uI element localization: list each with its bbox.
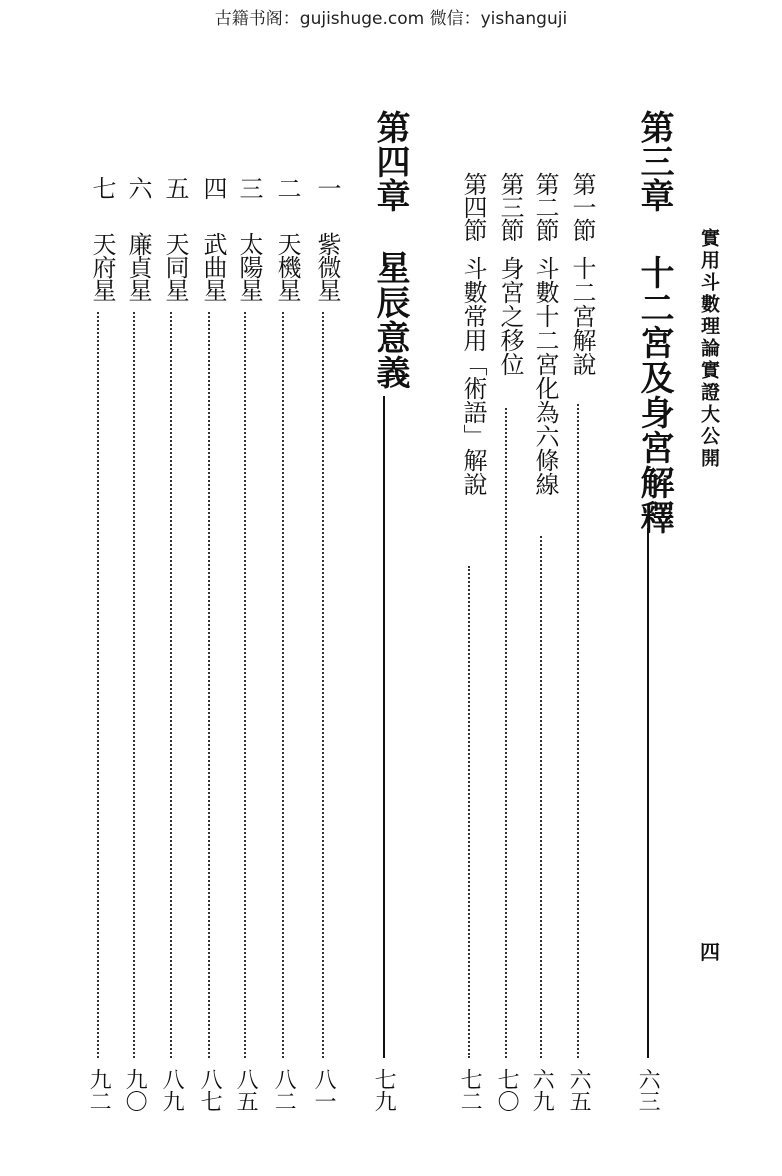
page-ref: 六五 bbox=[566, 1068, 592, 1112]
item-title: 武曲星 bbox=[199, 232, 227, 301]
item-number: 五 bbox=[161, 176, 189, 200]
chapter-title: 十二宮及身宮解釋 bbox=[634, 255, 674, 535]
section-title: 斗數十二宮化為六條線 bbox=[531, 256, 559, 496]
leader-dots bbox=[468, 566, 470, 1058]
section-label: 第三節 bbox=[496, 172, 524, 241]
leader-dots bbox=[322, 312, 324, 1058]
page-number: 四 bbox=[700, 940, 720, 964]
item-title: 太陽星 bbox=[235, 232, 263, 301]
item-title: 天機星 bbox=[273, 232, 301, 301]
running-title: 實用斗數理論實證大公開 bbox=[698, 228, 720, 470]
page-ref: 八一 bbox=[311, 1068, 337, 1112]
page-ref: 七〇 bbox=[494, 1068, 520, 1112]
page-ref: 八二 bbox=[271, 1068, 297, 1112]
leader-dots bbox=[97, 312, 99, 1058]
section-title: 斗數常用「術語」解說 bbox=[459, 256, 487, 496]
leader-dots bbox=[282, 312, 284, 1058]
leader-dots bbox=[540, 536, 542, 1058]
section-label: 第四節 bbox=[459, 172, 487, 241]
watermark-text: 古籍书阁：gujishuge.com 微信：yishanguji bbox=[214, 9, 568, 29]
page-ref: 七九 bbox=[371, 1068, 397, 1112]
section-label: 第一節 bbox=[568, 172, 596, 241]
item-number: 七 bbox=[88, 176, 116, 200]
page-ref: 七二 bbox=[457, 1068, 483, 1112]
page-ref: 八五 bbox=[233, 1068, 259, 1112]
leader-line bbox=[647, 528, 649, 1058]
leader-dots bbox=[133, 312, 135, 1058]
page-ref: 九〇 bbox=[122, 1068, 148, 1112]
leader-dots bbox=[170, 312, 172, 1058]
page-ref: 八七 bbox=[197, 1068, 223, 1112]
item-number: 一 bbox=[313, 176, 341, 200]
leader-dots bbox=[577, 404, 579, 1058]
item-title: 廉貞星 bbox=[124, 232, 152, 301]
page-ref: 九二 bbox=[86, 1068, 112, 1112]
page-ref: 六九 bbox=[529, 1068, 555, 1112]
item-number: 四 bbox=[199, 176, 227, 200]
leader-dots bbox=[208, 312, 210, 1058]
page-ref: 六三 bbox=[635, 1068, 661, 1112]
section-title: 十二宮解說 bbox=[568, 256, 596, 376]
section-title: 身宮之移位 bbox=[496, 256, 524, 376]
page-ref: 八九 bbox=[159, 1068, 185, 1112]
leader-dots bbox=[505, 408, 507, 1058]
chapter-title: 星辰意義 bbox=[370, 250, 410, 390]
item-title: 天府星 bbox=[88, 232, 116, 301]
leader-dots bbox=[244, 312, 246, 1058]
item-title: 天同星 bbox=[161, 232, 189, 301]
leader-line bbox=[383, 396, 385, 1058]
chapter-label: 第四章 bbox=[370, 110, 410, 212]
section-label: 第二節 bbox=[531, 172, 559, 241]
item-number: 二 bbox=[273, 176, 301, 200]
item-number: 六 bbox=[124, 176, 152, 200]
chapter-label: 第三章 bbox=[634, 110, 674, 212]
item-title: 紫微星 bbox=[313, 232, 341, 301]
item-number: 三 bbox=[235, 176, 263, 200]
